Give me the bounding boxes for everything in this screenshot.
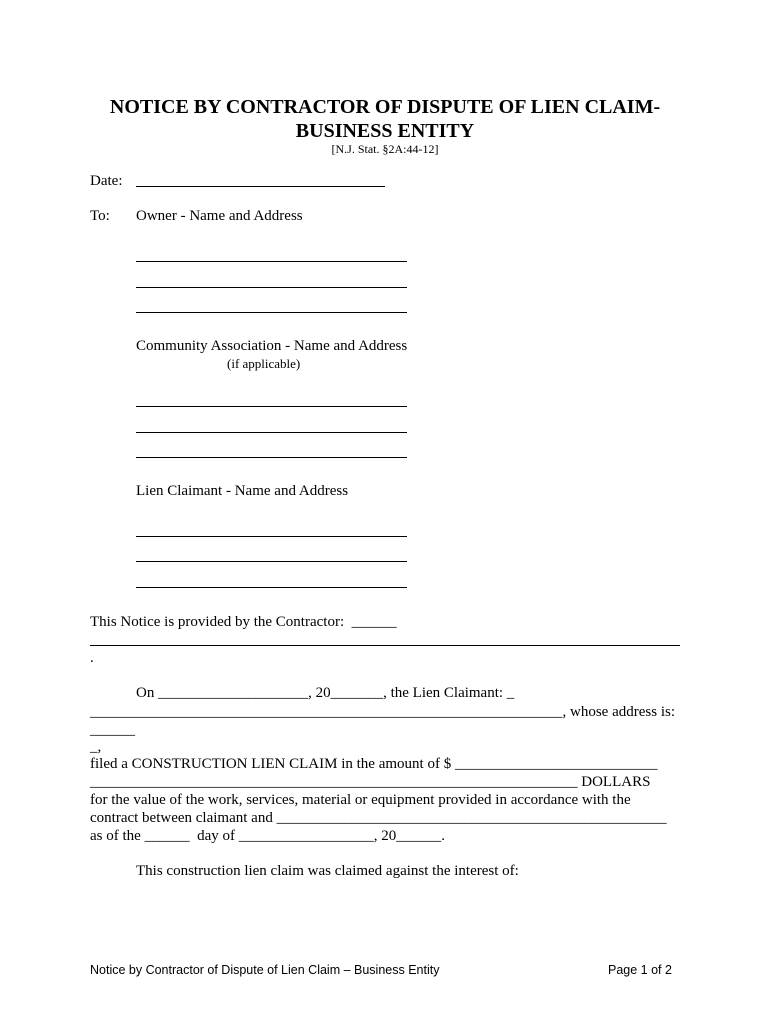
claim-paragraph-line-1: On ____________________, 20_______, the Lien Claimant: _ <box>136 685 515 701</box>
owner-address-line <box>136 312 407 313</box>
community-association-heading: Community Association - Name and Address <box>136 338 408 354</box>
claim-paragraph-line-6: _________________________________________________________________ DOLLARS <box>90 774 651 790</box>
lien-claimant-address-line <box>136 587 407 588</box>
lien-claimant-address-line <box>136 561 407 562</box>
claim-paragraph-line-7: for the value of the work, services, material or equipment provided in accordance with the <box>90 792 631 808</box>
claim-paragraph-line-9: as of the ______ day of __________________, 20______. <box>90 828 445 844</box>
interest-paragraph: This construction lien claim was claimed against the interest of: <box>136 863 519 879</box>
contractor-line-period: . <box>90 650 94 666</box>
claim-paragraph-line-8: contract between claimant and ____________________________________________________ <box>90 810 667 826</box>
to-label: To: <box>90 208 110 224</box>
owner-heading: Owner - Name and Address <box>136 208 303 224</box>
community-address-line <box>136 432 407 433</box>
lien-claimant-heading: Lien Claimant - Name and Address <box>136 483 349 499</box>
claim-paragraph-line-2: _______________________________________________________________, whose address is: <box>90 704 675 720</box>
footer-page-number: Page 1 of 2 <box>608 963 672 977</box>
claim-paragraph-line-3: ______ <box>90 722 135 738</box>
date-label: Date: <box>90 173 123 189</box>
statute-citation: [N.J. Stat. §2A:44-12] <box>331 142 439 156</box>
community-association-note: (if applicable) <box>227 356 301 371</box>
document-title-line-1: NOTICE BY CONTRACTOR OF DISPUTE OF LIEN CLAIM- <box>109 96 661 118</box>
claim-paragraph-line-5: filed a CONSTRUCTION LIEN CLAIM in the amount of $ ___________________________ <box>90 756 658 772</box>
lien-claimant-address-line <box>136 536 407 537</box>
document-title-line-2: BUSINESS ENTITY <box>295 120 475 142</box>
owner-address-line <box>136 287 407 288</box>
community-address-line <box>136 457 407 458</box>
owner-address-line <box>136 261 407 262</box>
footer-document-title: Notice by Contractor of Dispute of Lien Claim – Business Entity <box>90 963 440 977</box>
contractor-name-blank <box>90 645 680 646</box>
claim-paragraph-line-4: _, <box>90 739 102 755</box>
community-address-line <box>136 406 407 407</box>
date-blank <box>136 186 385 187</box>
contractor-line: This Notice is provided by the Contractor: ______ <box>90 614 397 630</box>
